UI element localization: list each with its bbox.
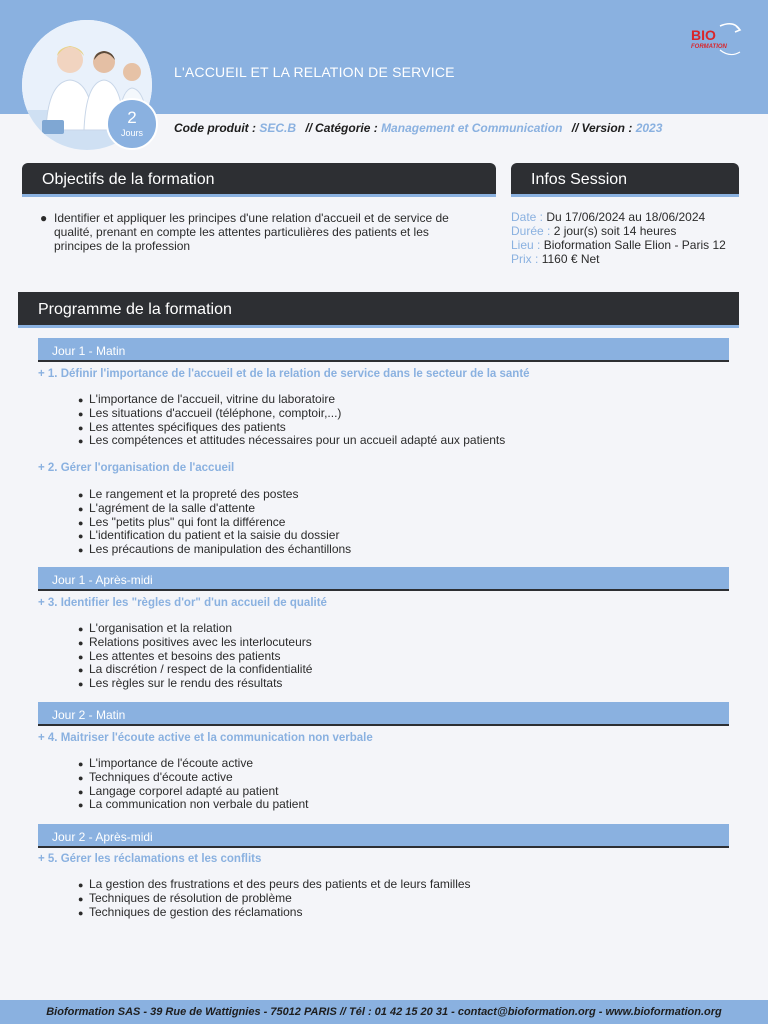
days-unit: Jours — [120, 128, 143, 138]
program-heading: Programme de la formation — [18, 292, 739, 328]
session-info — [511, 210, 726, 266]
list-item: ● Les attentes spécifiques des patients — [78, 419, 286, 434]
page-title: L'ACCUEIL ET LA RELATION DE SERVICE — [174, 64, 455, 80]
list-item: ● Le rangement et la propreté des postes — [78, 487, 299, 501]
bullet-icon: ● — [78, 637, 84, 648]
module-title-1: + 1. Définir l'importance de l'accueil et de la relation de service dans le secteur de la santé — [38, 368, 530, 380]
bullet-icon: ● — [78, 490, 84, 500]
list-item: ● Langage corporel adapté au patient — [78, 783, 279, 798]
module-title-3: + 3. Identifier les "règles d'or" d'un accueil de qualité — [38, 597, 327, 609]
separator: // — [305, 121, 313, 135]
list-item: ● Techniques d'écoute active — [78, 769, 233, 784]
bioformation-logo — [690, 22, 746, 58]
objectives-list — [40, 211, 480, 253]
duration-badge — [106, 98, 158, 150]
place-label: Lieu : — [511, 238, 541, 252]
bullet-icon: ● — [78, 786, 84, 797]
bullet-icon: ● — [78, 436, 84, 447]
bullet-icon: ● — [78, 517, 84, 528]
bullet-icon: ● — [78, 880, 84, 890]
bullet-icon: ● — [78, 395, 84, 405]
bullet-icon: ● — [78, 772, 84, 783]
separator: // — [571, 121, 579, 135]
section-day2-afternoon: Jour 2 - Après-midi — [38, 824, 729, 848]
list-item: ● Les compétences et attitudes nécessaires pour un accueil adapté aux patients — [78, 433, 506, 448]
list-item: ● L'agrément de la salle d'attente — [78, 500, 256, 515]
bullet-icon: ● — [78, 665, 84, 676]
list-item: ● Relations positives avec les interlocuteurs — [78, 634, 312, 649]
category-value: Management et Communication — [381, 121, 563, 135]
section-day1-morning: Jour 1 - Matin — [38, 338, 729, 362]
list-item: ● Techniques de gestion des réclamations — [78, 904, 303, 919]
list-item: ● Les situations d'accueil (téléphone, comptoir,...) — [78, 405, 342, 420]
duration-value: 2 jour(s) soit 14 heures — [553, 224, 677, 238]
list-item: ● Les attentes et besoins des patients — [78, 648, 281, 663]
module-3-items — [78, 622, 312, 691]
bullet-icon: ● — [78, 408, 84, 419]
bullet-icon: ● — [40, 211, 48, 225]
duration-label: Durée : — [511, 224, 551, 238]
module-4-items — [78, 757, 308, 812]
module-title-5: + 5. Gérer les réclamations et les conflits — [38, 853, 262, 865]
product-meta — [174, 121, 662, 135]
objective-item: Identifier et appliquer les principes d'une relation d'accueil et de service de qualité, prenant en compte les attentes particulières des patients et les principes de la profession — [54, 211, 449, 253]
list-item: ● La communication non verbale du patient — [78, 797, 309, 812]
version-value: 2023 — [635, 121, 663, 135]
list-item: ● La gestion des frustrations et des peurs des patients et de leurs familles — [78, 877, 471, 891]
module-5-items — [78, 878, 471, 919]
days-number: 2 — [127, 108, 137, 127]
list-item: ● Les "petits plus" qui font la différence — [78, 514, 286, 529]
price-value: 1160 € Net — [541, 252, 600, 266]
module-title-4: + 4. Maitriser l'écoute active et la communication non verbale — [38, 732, 373, 744]
module-title-2: + 2. Gérer l'organisation de l'accueil — [38, 462, 235, 474]
svg-text:BIO: BIO — [691, 27, 716, 43]
bullet-icon: ● — [78, 651, 84, 662]
category-label: Catégorie : — [315, 121, 378, 135]
section-day1-afternoon: Jour 1 - Après-midi — [38, 567, 729, 591]
version-label: Version : — [581, 121, 633, 135]
list-item: ● Les règles sur le rendu des résultats — [78, 676, 283, 691]
footer-contact: Bioformation SAS - 39 Rue de Wattignies - 75012 PARIS // Tél : 01 42 15 20 31 - contact@bioformation.org - www.bioformation.org — [0, 1000, 768, 1024]
bullet-icon: ● — [78, 422, 84, 433]
objectives-heading: Objectifs de la formation — [22, 163, 496, 197]
module-2-items — [78, 488, 351, 557]
list-item: ● L'importance de l'écoute active — [78, 756, 254, 770]
list-item: ● L'identification du patient et la saisie du dossier — [78, 528, 340, 543]
bullet-icon: ● — [78, 893, 84, 904]
svg-text:FORMATION: FORMATION — [691, 44, 727, 50]
code-value: SEC.B — [259, 121, 297, 135]
list-item: ● L'organisation et la relation — [78, 621, 233, 635]
bullet-icon: ● — [78, 759, 84, 769]
date-label: Date : — [511, 210, 544, 224]
section-day2-morning: Jour 2 - Matin — [38, 702, 729, 726]
bullet-icon: ● — [78, 679, 84, 690]
bullet-icon: ● — [78, 531, 84, 542]
bullet-icon: ● — [78, 503, 84, 514]
list-item: ● La discrétion / respect de la confidentialité — [78, 662, 313, 677]
bullet-icon: ● — [78, 800, 84, 811]
bullet-icon: ● — [78, 624, 84, 634]
place-value: Bioformation Salle Elion - Paris 12 — [543, 238, 726, 252]
list-item: ● Techniques de résolution de problème — [78, 890, 292, 905]
module-1-items — [78, 393, 505, 448]
session-heading: Infos Session — [511, 163, 739, 197]
date-value: Du 17/06/2024 au 18/06/2024 — [546, 210, 706, 224]
bullet-icon: ● — [78, 907, 84, 918]
list-item: ● Les précautions de manipulation des échantillons — [78, 542, 352, 557]
bullet-icon: ● — [78, 545, 84, 556]
list-item: ● L'importance de l'accueil, vitrine du laboratoire — [78, 392, 336, 406]
code-label: Code produit : — [174, 121, 256, 135]
price-label: Prix : — [511, 252, 539, 266]
